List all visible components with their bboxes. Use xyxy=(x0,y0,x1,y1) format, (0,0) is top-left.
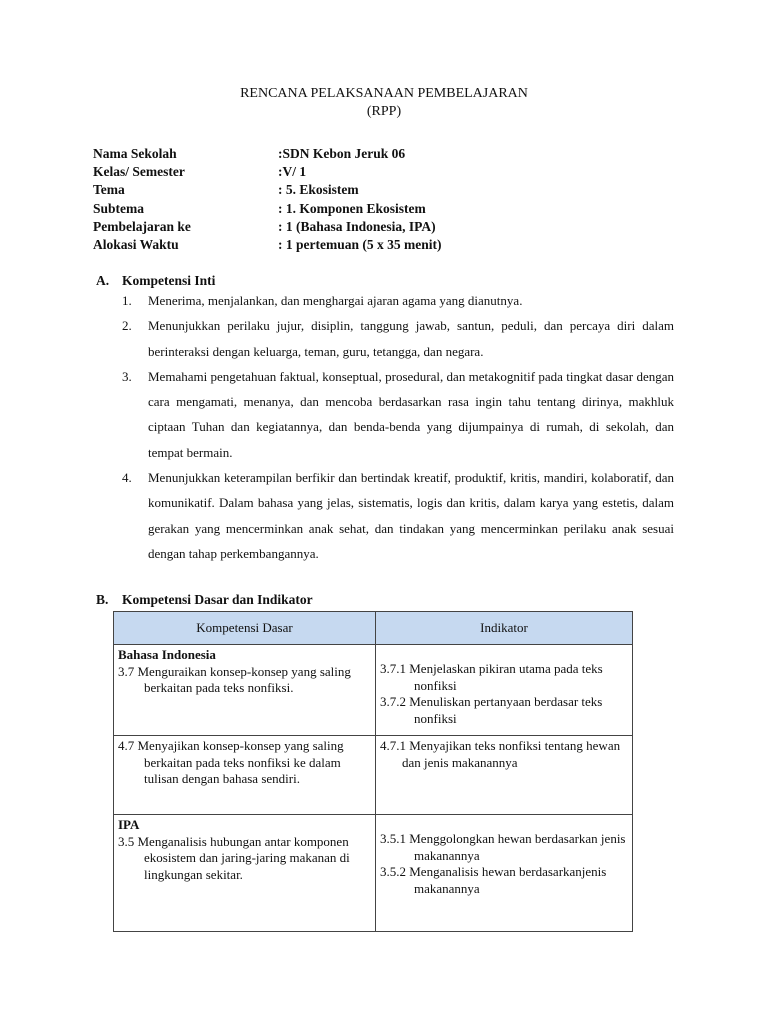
document-title: RENCANA PELAKSANAAN PEMBELAJARAN xyxy=(240,86,528,101)
kompetensi-inti-list xyxy=(122,288,674,566)
info-value: : 5. Ekosistem xyxy=(278,182,359,198)
section-b-heading xyxy=(96,592,313,608)
kd-cell xyxy=(114,645,376,736)
list-number: 4. xyxy=(122,470,132,486)
table-row xyxy=(114,815,633,932)
list-item xyxy=(122,465,674,566)
info-value: :SDN Kebon Jeruk 06 xyxy=(278,146,406,161)
info-label: Kelas/ Semester xyxy=(93,164,185,180)
indicator-cell xyxy=(376,736,633,815)
subject-label: Bahasa Indonesia xyxy=(118,647,216,662)
info-label: Tema xyxy=(93,182,125,198)
column-header-indikator: Indikator xyxy=(376,612,633,645)
section-title: Kompetensi Dasar dan Indikator xyxy=(122,592,313,607)
indicator-text: 3.7.1 Menjelaskan pikiran utama pada teks nonfiksi xyxy=(380,661,603,693)
table-row xyxy=(114,645,633,736)
list-text: Menunjukkan keterampilan berfikir dan bertindak kreatif, produktif, kritis, mandiri, kolaboratif, dan komunikatif. Dalam bahasa yang jelas, sistematis, logis dan kritis, dalam karya yang estetis, dalam gerakan yang mencerminkan anak sehat, dan tindakan yang mencerminkan perilaku anak sesuai dengan tahap perkembangannya. xyxy=(148,470,674,561)
list-text: Memahami pengetahuan faktual, konseptual, prosedural, dan metakognitif pada tingkat dasar dengan cara mengamati, menanya, dan mencoba berdasarkan rasa ingin tahu tentang dirinya, makhluk ciptaan Tuhan dan kegiatannya, dan benda-benda yang dijumpainya di rumah, di sekolah, dan tempat bermain. xyxy=(148,368,674,460)
indicator-text: 4.7.1 Menyajikan teks nonfiksi tentang hewan dan jenis makanannya xyxy=(380,738,621,770)
info-value: : 1 pertemuan (5 x 35 menit) xyxy=(278,236,442,252)
info-value: :V/ 1 xyxy=(278,164,307,180)
section-letter: A. xyxy=(96,273,110,288)
list-number: 2. xyxy=(122,318,132,334)
list-text: Menerima, menjalankan, dan menghargai ajaran agama yang dianutnya. xyxy=(148,293,523,308)
info-value: : 1. Komponen Ekosistem xyxy=(278,200,426,216)
indicator-text: 3.5.2 Menganalisis hewan berdasarkanjenis makanannya xyxy=(380,864,607,896)
kompetensi-table xyxy=(113,611,633,932)
kd-text: 3.7 Menguraikan konsep-konsep yang saling berkaitan pada teks nonfiksi. xyxy=(118,663,351,695)
indicator-text: 3.5.1 Menggolongkan hewan berdasarkan jenis makanannya xyxy=(380,831,626,863)
table-header-row xyxy=(114,612,633,645)
kd-text: 4.7 Menyajikan konsep-konsep yang saling berkaitan pada teks nonfiksi ke dalam tulisan dengan bahasa sendiri. xyxy=(118,738,344,786)
info-label: Alokasi Waktu xyxy=(93,236,179,252)
kd-text: 3.5 Menganalisis hubungan antar komponen ekosistem dan jaring-jaring makanan di lingkungan sekitar. xyxy=(118,833,350,882)
spacer xyxy=(380,817,628,831)
indicator-text: 3.7.2 Menuliskan pertanyaan berdasar teks nonfiksi xyxy=(380,694,603,726)
kd-cell xyxy=(114,815,376,932)
list-item xyxy=(122,364,674,465)
info-value: : 1 (Bahasa Indonesia, IPA) xyxy=(278,218,436,234)
document-subtitle: (RPP) xyxy=(366,104,402,119)
list-number: 3. xyxy=(122,368,132,384)
list-text: Menunjukkan perilaku jujur, disiplin, tanggung jawab, santun, peduli, dan percaya diri dalam berinteraksi dengan keluarga, teman, guru, tetangga, dan negara. xyxy=(148,318,674,359)
info-label: Nama Sekolah xyxy=(93,146,177,161)
kd-cell xyxy=(114,736,376,815)
list-number: 1. xyxy=(122,293,132,308)
info-label: Subtema xyxy=(93,200,145,216)
list-item xyxy=(122,288,674,313)
section-letter: B. xyxy=(96,592,109,607)
subject-label: IPA xyxy=(118,817,140,832)
table-row xyxy=(114,736,633,815)
spacer xyxy=(380,647,628,661)
indicator-cell xyxy=(376,815,633,932)
list-item xyxy=(122,313,674,364)
section-a-heading xyxy=(96,273,215,289)
indicator-cell xyxy=(376,645,633,736)
section-title: Kompetensi Inti xyxy=(122,273,216,288)
info-label: Pembelajaran ke xyxy=(93,218,191,234)
column-header-kd: Kompetensi Dasar xyxy=(114,612,376,645)
